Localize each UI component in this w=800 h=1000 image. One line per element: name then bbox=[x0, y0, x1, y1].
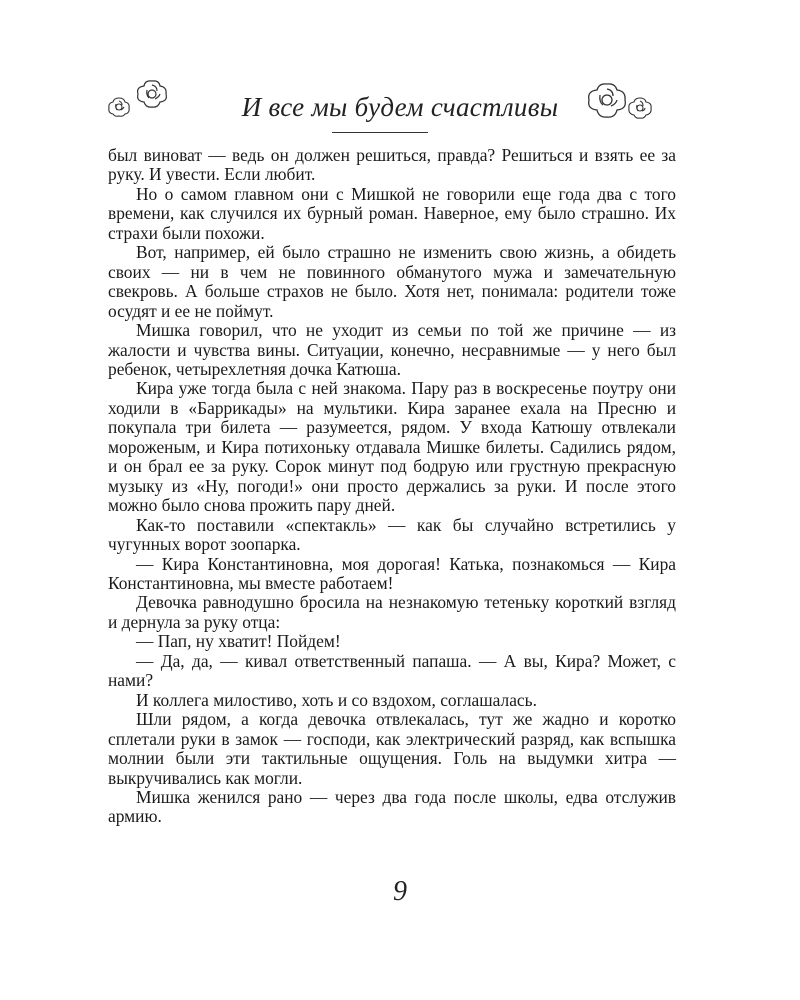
paragraph: Вот, например, ей было страшно не изменить свою жизнь, а обидеть своих — ни в чем не повинного обманутого мужа и замечательную свекровь. А больше страхов не было. Хотя нет, понимала: родители тоже осудят и ее не поймут. bbox=[108, 242, 676, 321]
paragraph: Мишка женился рано — через два года после школы, едва отслужив армию. bbox=[108, 786, 676, 827]
paragraph: — Кира Константиновна, моя дорогая! Катька, познакомься — Кира Константиновна, мы вместе работаем! bbox=[108, 553, 676, 593]
header-divider bbox=[332, 132, 428, 133]
paragraph: Но о самом главном они с Мишкой не говорили еще года два с того времени, как случился их бурный роман. Наверное, ему было страшно. Их страхи были похожи. bbox=[108, 183, 676, 243]
running-header-title: И все мы будем счастливы bbox=[241, 92, 559, 122]
paragraph: Девочка равнодушно бросила на незнакомую тетеньку короткий взгляд и дернула за руку отца: bbox=[108, 592, 676, 632]
paragraph: — Да, да, — кивал ответственный папаша. — А вы, Кира? Может, с нами? bbox=[108, 650, 676, 691]
paragraph: Мишка говорил, что не уходит из семьи по той же причине — из жалости и чувства вины. Ситуации, конечно, несравнимые — у него был ребенок, четырехлетняя дочка Катюша. bbox=[108, 320, 676, 379]
paragraph: Шли рядом, а когда девочка отвлекалась, тут же жадно и коротко сплетали руки в замок — господи, как электрический разряд, как вспышка молнии были эти тактильные ощущения. Голь на выдумки хитра — выкручивались как могли. bbox=[108, 709, 676, 788]
paragraph: был виноват — ведь он должен решиться, правда? Решиться и взять ее за руку. И увести. Если любит. bbox=[108, 145, 676, 185]
paragraph: Как-то поставили «спектакль» — как бы случайно встретились у чугунных ворот зоопарка. bbox=[108, 514, 676, 555]
flower-ornament-icon bbox=[584, 80, 630, 120]
body-text bbox=[108, 146, 676, 827]
flower-ornament-icon bbox=[626, 96, 654, 120]
running-header bbox=[0, 70, 800, 140]
paragraph: — Пап, ну хватит! Пойдем! bbox=[136, 631, 341, 652]
page-number: 9 bbox=[393, 876, 407, 907]
paragraph: И коллега милостиво, хоть и со вздохом, соглашалась. bbox=[136, 689, 537, 710]
paragraph: Кира уже тогда была с ней знакома. Пару раз в воскресенье поутру они ходили в «Баррикады» на мультики. Кира заранее ехала на Пресню и покупала три билета — разумеется, рядом. У входа Катюшу отвлекали мороженым, и Кира потихоньку отдавала Мишке билеты. Садились рядом, и он брал ее за руку. Сорок минут под бодрую или грустную прекрасную музыку из «Ну, погоди!» они просто держались за руки. И после этого можно было снова прожить пару дней. bbox=[108, 378, 676, 516]
